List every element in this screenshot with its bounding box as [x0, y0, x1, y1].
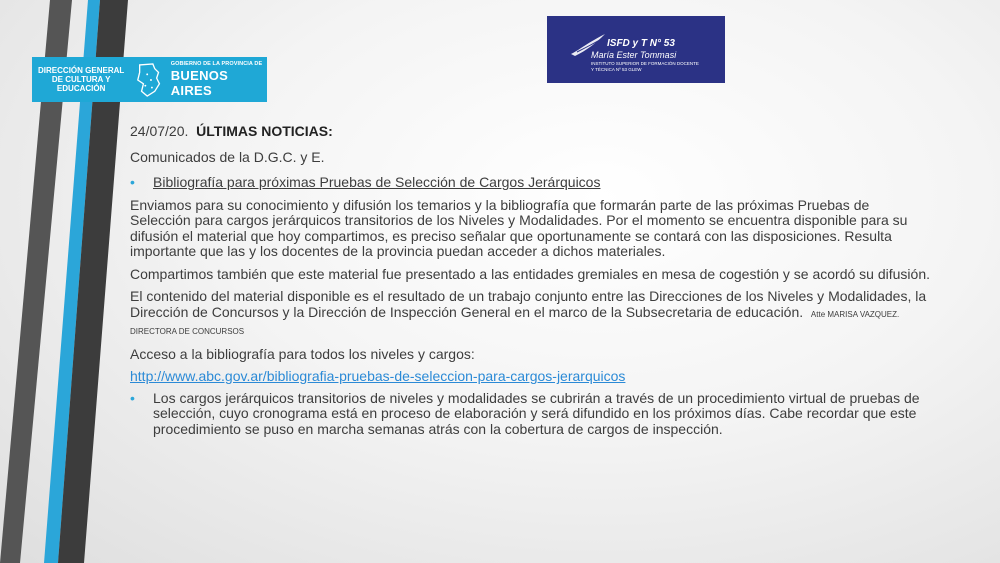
dgce-logo-text: DIRECCIÓN GENERAL DE CULTURA Y EDUCACIÓN — [38, 66, 125, 93]
province-map-icon — [134, 62, 160, 98]
acceso-label: Acceso a la bibliografía para todos los niveles y cargos: — [130, 345, 475, 362]
news-content — [130, 124, 930, 437]
paragraph-contenido — [130, 289, 930, 340]
dgce-logo — [32, 57, 267, 102]
list-item — [130, 391, 930, 438]
isfd-logo — [547, 16, 725, 83]
cargos-paragraph: Los cargos jerárquicos transitorios de niveles y modalidades se cubrirán a través de un procedimiento virtual de pruebas de selección, cuyo cronograma está en proceso de elaboración y será difundido en los próximos días. Cabe recordar que este procedimiento se puso en marcha semanas atrás con la cobertura de cargos de inspección. — [153, 389, 920, 437]
buenos-aires-label: BUENOS AIRES — [170, 68, 229, 98]
signature-atte: Atte MARISA VAZQUEZ. DIRECTORA DE CONCURSOS — [130, 309, 900, 336]
gobierno-label: GOBIERNO DE LA PROVINCIA DE — [170, 61, 263, 67]
bibliografia-link[interactable]: http://www.abc.gov.ar/bibliografia-pruebas-de-seleccion-para-cargos-jerarquicos — [130, 368, 626, 384]
comunicados-label: Comunicados de la D.G.C. y E. — [130, 148, 325, 165]
isfd-title: ISFD y T N° 53 — [607, 38, 675, 49]
isfd-name: María Ester Tommasi — [591, 50, 677, 60]
bullet-icon: • — [130, 389, 135, 406]
gobierno-logo-text — [171, 61, 267, 98]
bibliografia-heading: Bibliografía para próximas Pruebas de Selección de Cargos Jerárquicos — [153, 174, 601, 190]
bullet-icon: • — [130, 174, 135, 190]
news-headline: ÚLTIMAS NOTICIAS: — [196, 123, 333, 139]
isfd-subtitle: INSTITUTO SUPERIOR DE FORMACIÓN DOCENTE Y TÉCNICA Nº 53 GLEW — [591, 61, 699, 72]
paragraph-contenido-text: El contenido del material disponible es el resultado de un trabajo conjunto entre las Direcciones de los Niveles y Modalidades, la Dirección de Concursos y la Dirección de Inspección General en el marco de la Subsecretaria de educación. — [130, 288, 927, 320]
paragraph-envio: Enviamos para su conocimiento y difusión los temarios y la bibliografía que formarán parte de las próximas Pruebas de Selección para cargos jerárquicos transitorios de los Niveles y Modalidades. Por el momento se encuentra disponible para su difusión el material que hoy compartimos, es preciso señalar que oportunamente se contará con las disposiciones. Resulta importante que las y los docentes de la provincia puedan acceder a dichos materiales. — [130, 196, 908, 259]
date-headline — [130, 124, 930, 140]
paragraph-gremiales: Compartimos también que este material fue presentado a las entidades gremiales en mesa de cogestión y se acordó su difusión. — [130, 265, 931, 282]
news-date: 24/07/20. — [130, 123, 189, 139]
list-item — [130, 175, 930, 191]
